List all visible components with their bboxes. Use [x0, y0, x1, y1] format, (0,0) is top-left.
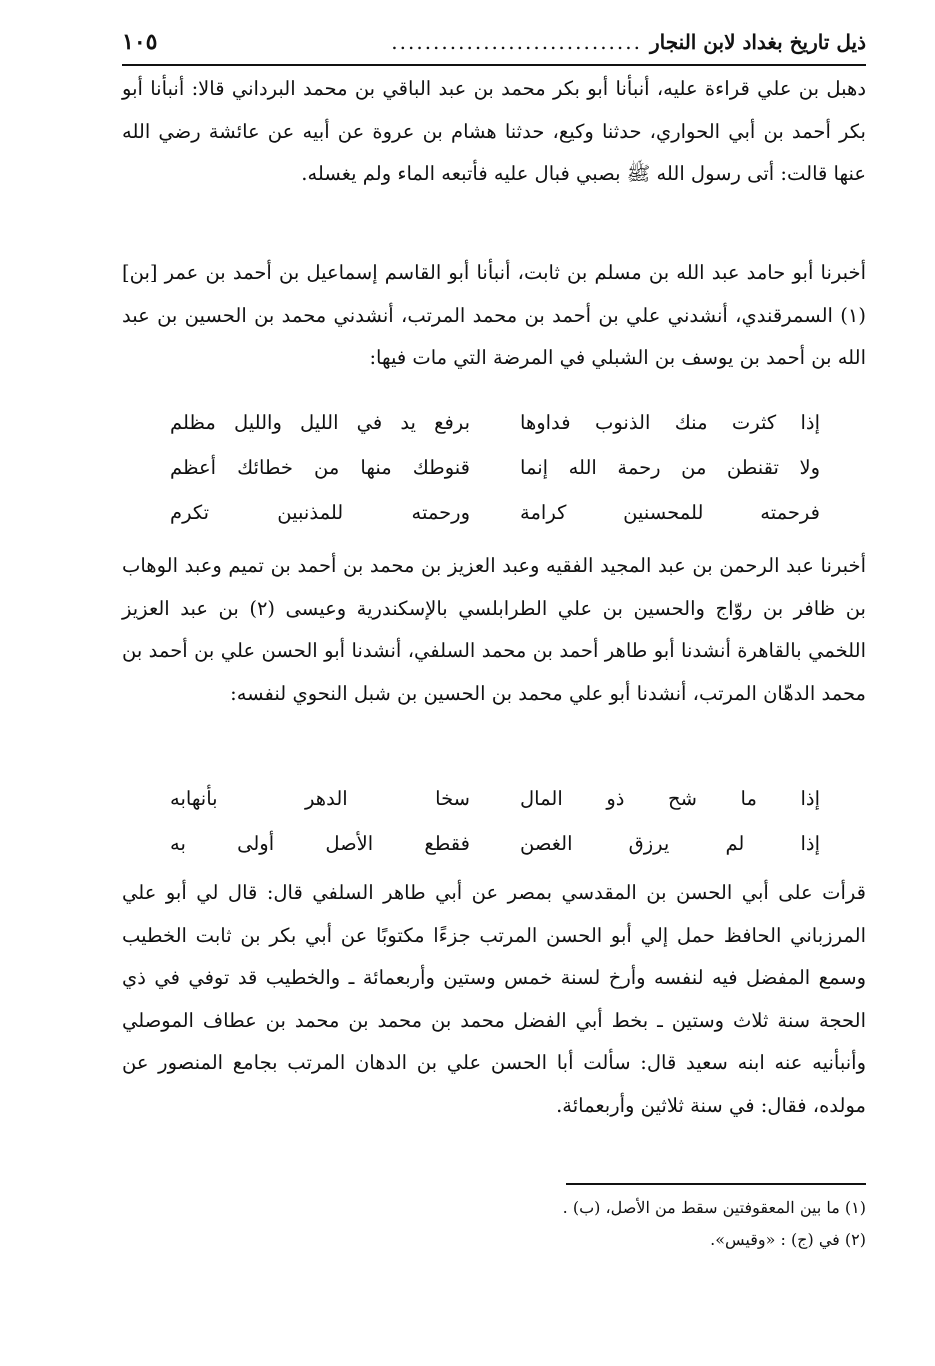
- running-title: ذيل تاريخ بغداد لابن النجار: [650, 30, 866, 54]
- footnotes: [300, 1192, 866, 1256]
- verse-first-half: إذا ما شح ذو المال: [520, 787, 820, 810]
- verse-first-half: إذا كثرت منك الذنوب فداوها: [520, 411, 820, 434]
- paragraph-2: أخبرنا أبو حامد عبد الله بن مسلم بن ثابت، أنبأنا أبو القاسم إسماعيل بن أحمد بن عمر [بن] (١) السمرقندي، أنشدني علي بن أحمد بن محمد المرتب، أنشدني محمد بن الحسين بن عبد الله بن أحمد بن يوسف بن الشبلي في المرضة التي مات فيها:: [122, 261, 866, 369]
- poem-2: [170, 776, 820, 866]
- verse-second-half: سخا الدهر بأنهابه: [170, 787, 470, 810]
- verse: [170, 821, 820, 866]
- verse: [170, 490, 820, 535]
- footnote-divider: [566, 1183, 866, 1185]
- running-header: [122, 20, 866, 66]
- paragraph-4: قرأت على أبي الحسن بن المقدسي بمصر عن أبي طاهر السلفي قال: قال لي أبو علي المرزباني الحافظ حمل إلي أبو الحسن المرتب جزءًا مكتوبًا عن أبي بكر بن ثابت الخطيب وسمع المفضل فيه لنفسه وأرخ لسنة خمس وستين وأربعمائة ـ والخطيب قد توفي في ذي الحجة سنة ثلاث وستين ـ بخط أبي الفضل محمد بن محمد بن محمد بن عطاف الموصلي وأنبأنيه عنه ابنه سعيد قال: سألت أبا الحسن علي بن الدهان المرتب بجامع المنصور عن مولده، فقال: في سنة ثلاثين وأربعمائة.: [122, 881, 866, 1117]
- verse-second-half: قنوطك منها من خطائك أعظم: [170, 456, 470, 479]
- verse-first-half: ولا تقنطن من رحمة الله إنما: [520, 456, 820, 479]
- verse-second-half: ورحمته للمذنبين تكرم: [170, 501, 470, 524]
- verse-second-half: برفع يد في الليل والليل مظلم: [170, 411, 470, 434]
- verse-first-half: إذا لم يرزق الغصن: [520, 832, 820, 855]
- verse: [170, 400, 820, 445]
- page-number: ١٠٥: [122, 29, 158, 55]
- leader-dots: ..............................: [391, 30, 642, 54]
- footnote-1: (١) ما بين المعقوفتين سقط من الأصل، (ب) .: [562, 1198, 866, 1217]
- verse: [170, 445, 820, 490]
- paragraph-3: أخبرنا عبد الرحمن بن عبد المجيد الفقيه وعبد العزيز بن محمد بن أحمد بن تميم وعبد الوهاب بن ظافر بن روّاج والحسين بن علي الطرابلسي بالإسكندرية وعيسى (٢) بن عبد العزيز اللخمي بالقاهرة أنشدنا أبو طاهر أحمد بن محمد السلفي، أنشدنا أبو الحسن علي بن أحمد بن محمد الدهّان المرتب، أنشدنا أبو علي محمد بن الحسين بن شبل النحوي لنفسه:: [122, 554, 866, 705]
- paragraph-1: دهبل بن علي قراءة عليه، أنبأنا أبو بكر محمد بن عبد الباقي بن محمد البرداني قالا: أنبأنا أبو بكر أحمد بن أبي الحواري، حدثنا وكيع، حدثنا هشام بن عروة عن أبيه عن عائشة رضي الله عنها قالت: أتى رسول الله ﷺ بصبي فبال عليه فأتبعه الماء ولم يغسله.: [122, 77, 866, 185]
- verse: [170, 776, 820, 821]
- footnote-2: (٢) في (ج) : «وقيس».: [710, 1230, 866, 1249]
- poem-1: [170, 400, 820, 535]
- verse-second-half: فقطع الأصل أولى به: [170, 832, 470, 855]
- verse-first-half: فرحمته للمحسنين كرامة: [520, 501, 820, 524]
